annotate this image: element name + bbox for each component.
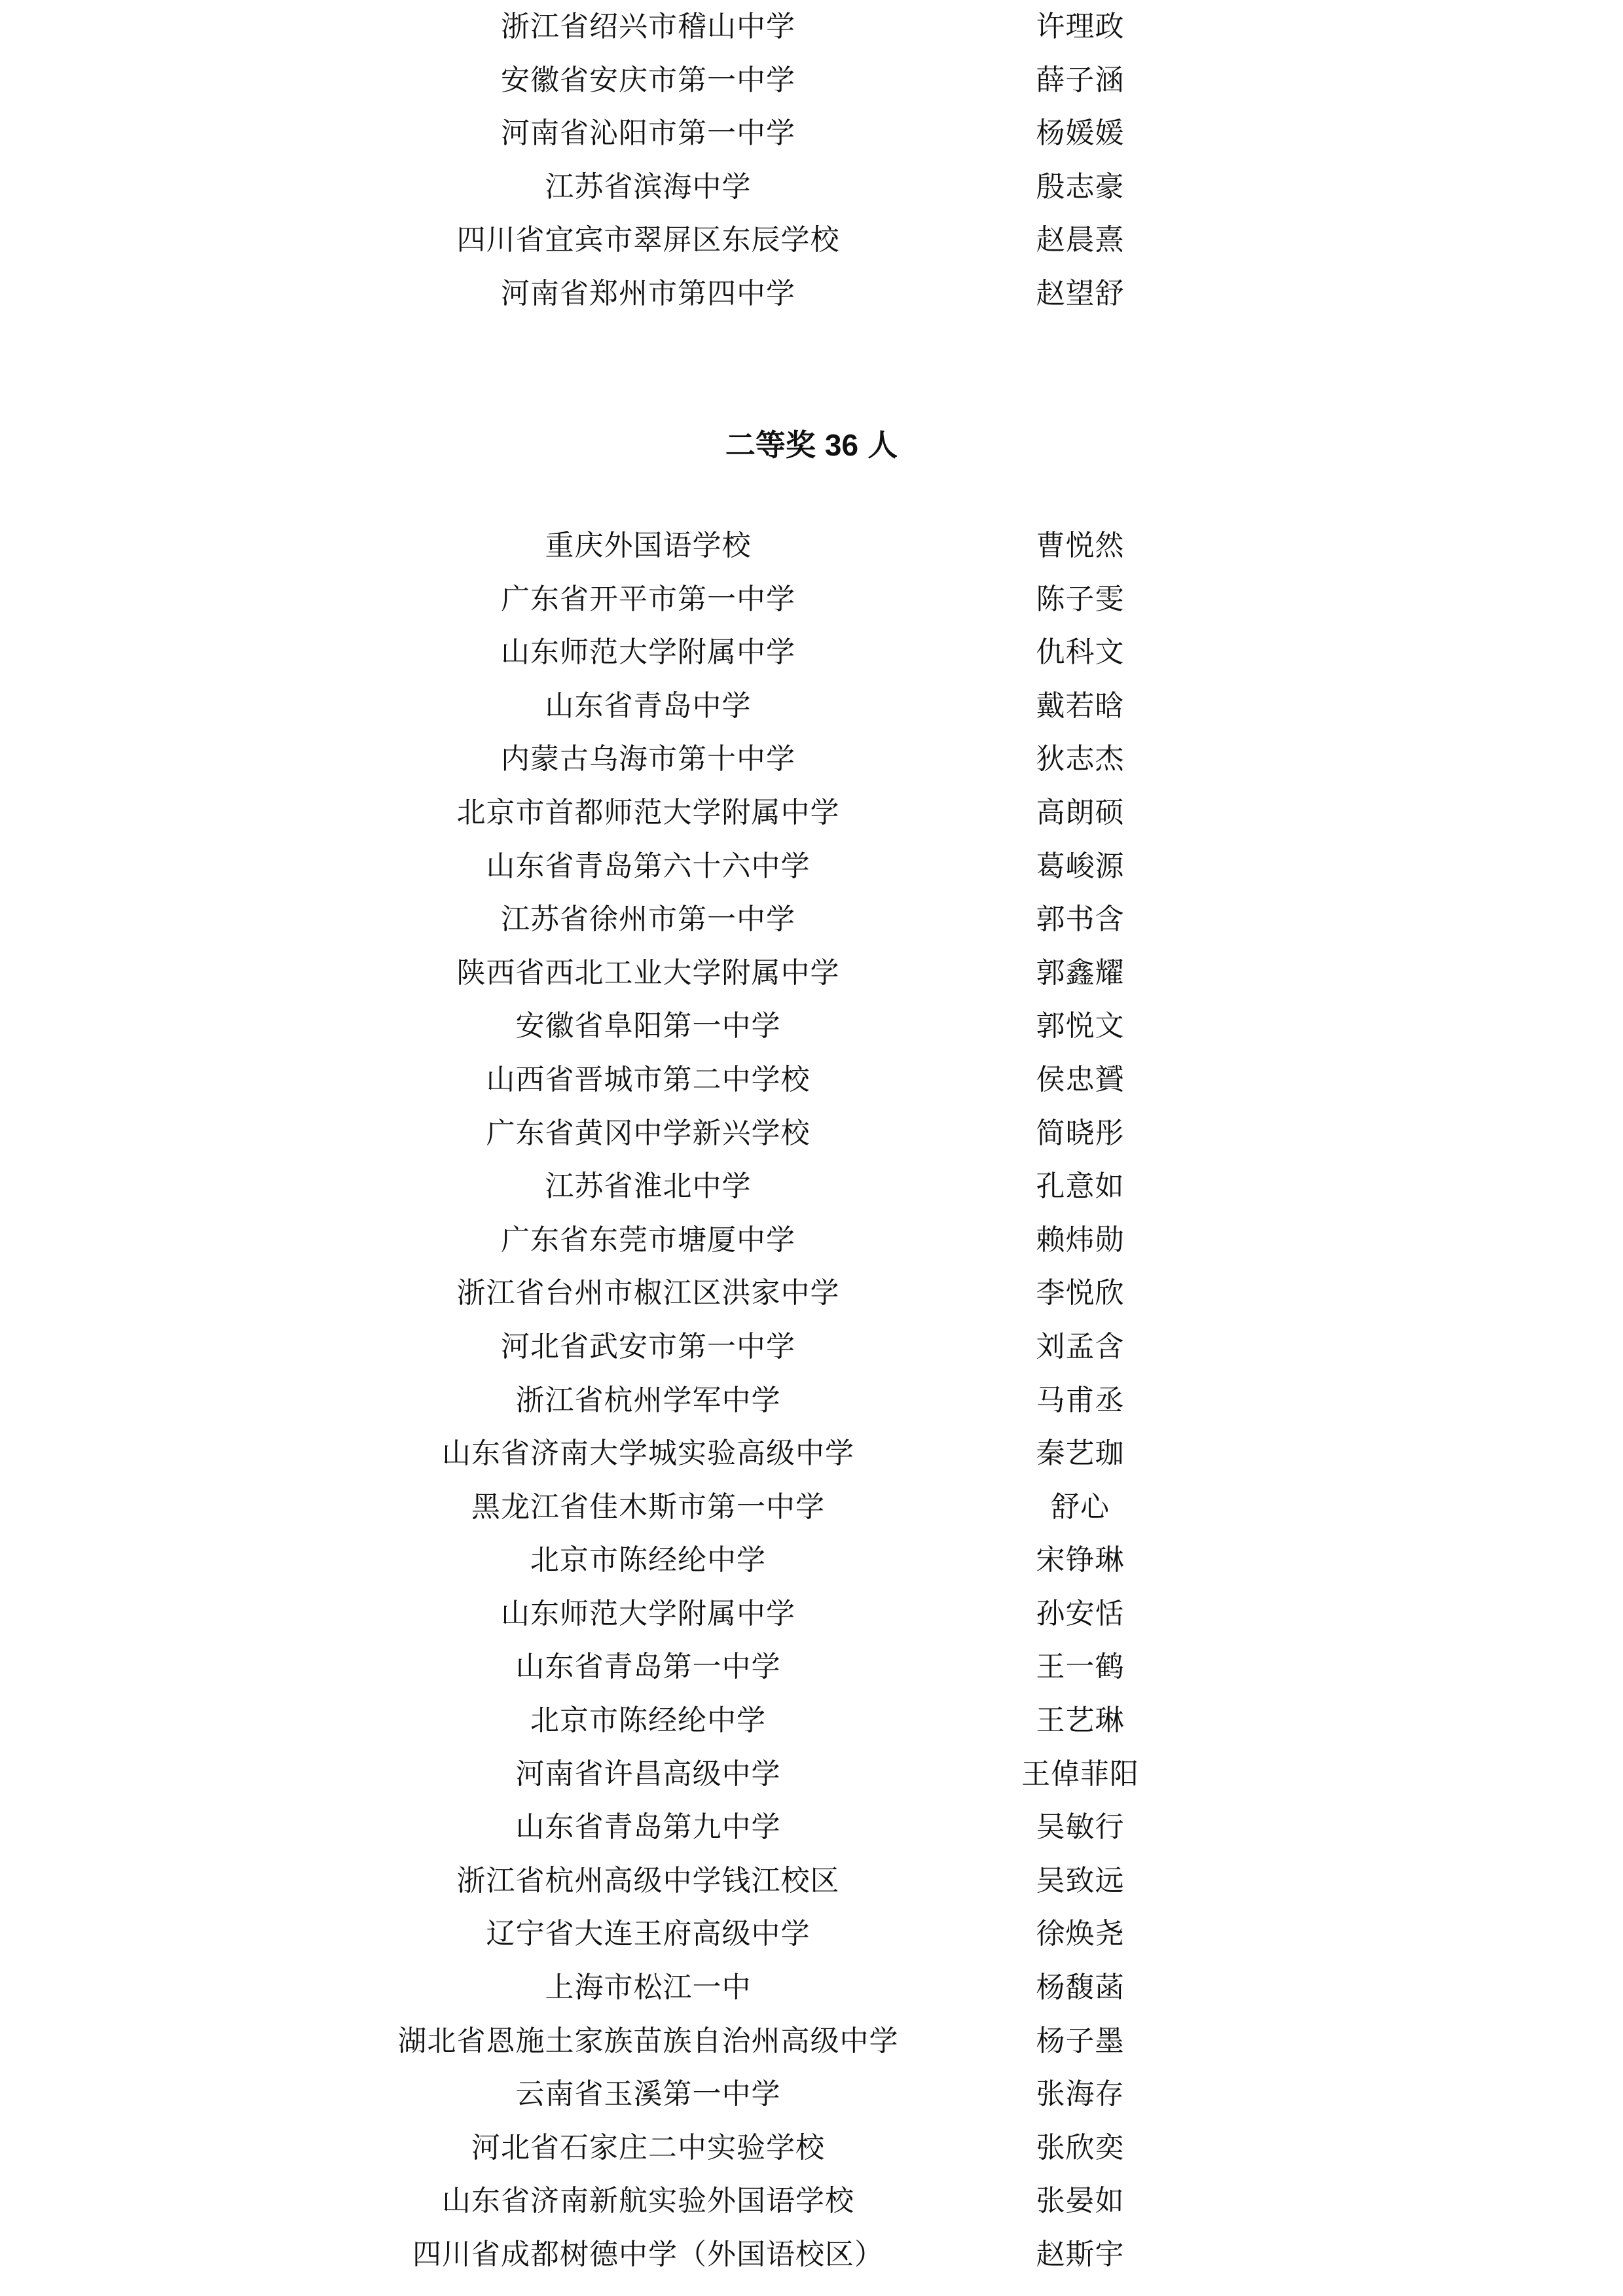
school-name: 河南省郑州市第四中学 xyxy=(501,276,795,310)
school-name: 山东师范大学附属中学 xyxy=(501,636,795,670)
award-row xyxy=(0,1266,1623,1320)
award-row xyxy=(0,54,1623,107)
award-row xyxy=(0,1160,1623,1213)
school-name: 江苏省徐州市第一中学 xyxy=(501,903,795,937)
student-name: 郭书含 xyxy=(1036,903,1125,937)
award-row xyxy=(0,2121,1623,2175)
award-row xyxy=(0,1961,1623,2015)
school-name: 山东省青岛中学 xyxy=(545,689,752,723)
school-name: 浙江省台州市椒江区洪家中学 xyxy=(456,1276,840,1310)
student-name: 孔意如 xyxy=(1036,1170,1125,1204)
student-name: 吴致远 xyxy=(1036,1863,1125,1897)
award-row xyxy=(0,160,1623,214)
student-name: 狄志杰 xyxy=(1036,742,1125,776)
school-name: 安徽省安庆市第一中学 xyxy=(501,63,795,97)
award-row xyxy=(0,1587,1623,1641)
school-name: 河南省沁阳市第一中学 xyxy=(501,117,795,151)
school-name: 浙江省杭州高级中学钱江校区 xyxy=(456,1863,840,1897)
student-name: 孙安恬 xyxy=(1036,1596,1125,1630)
student-name: 赵晨熹 xyxy=(1036,223,1125,257)
student-name: 殷志豪 xyxy=(1036,170,1125,204)
student-name: 吴敏行 xyxy=(1036,1810,1125,1844)
award-row xyxy=(0,893,1623,946)
award-row xyxy=(0,1053,1623,1107)
school-name: 黑龙江省佳木斯市第一中学 xyxy=(471,1490,825,1524)
student-name: 李悦欣 xyxy=(1036,1276,1125,1310)
heading-prefix: 二等奖 xyxy=(725,427,816,463)
student-name: 徐焕尧 xyxy=(1036,1917,1125,1951)
award-row xyxy=(0,519,1623,573)
award-row xyxy=(0,0,1623,54)
school-name: 山东省青岛第九中学 xyxy=(515,1810,781,1844)
school-name: 江苏省滨海中学 xyxy=(545,170,752,204)
second-prize-list xyxy=(0,519,1623,2282)
student-name: 张晏如 xyxy=(1036,2184,1125,2218)
award-row xyxy=(0,1374,1623,1427)
student-name: 陈子雯 xyxy=(1036,582,1125,616)
award-row xyxy=(0,2228,1623,2282)
school-name: 山东省青岛第六十六中学 xyxy=(486,849,811,883)
award-row xyxy=(0,1748,1623,1801)
school-name: 河北省武安市第一中学 xyxy=(501,1329,795,1363)
school-name: 北京市陈经纶中学 xyxy=(530,1543,766,1577)
student-name: 仇科文 xyxy=(1036,636,1125,670)
school-name: 浙江省杭州学军中学 xyxy=(515,1383,781,1417)
award-row xyxy=(0,1534,1623,1587)
school-name: 广东省开平市第一中学 xyxy=(501,582,795,616)
student-name: 戴若晗 xyxy=(1036,689,1125,723)
school-name: 河北省石家庄二中实验学校 xyxy=(471,2130,825,2164)
student-name: 简晓彤 xyxy=(1036,1116,1125,1150)
award-row xyxy=(0,626,1623,679)
award-row xyxy=(0,1801,1623,1854)
award-row xyxy=(0,1107,1623,1160)
school-name: 四川省成都树德中学（外国语校区） xyxy=(412,2238,884,2271)
award-row xyxy=(0,1427,1623,1480)
award-row xyxy=(0,946,1623,1000)
heading-count: 36 xyxy=(824,428,859,462)
school-name: 浙江省绍兴市稽山中学 xyxy=(501,10,795,43)
award-row xyxy=(0,786,1623,840)
student-name: 王艺琳 xyxy=(1036,1704,1125,1738)
student-name: 薛子涵 xyxy=(1036,63,1125,97)
student-name: 王倬菲阳 xyxy=(1021,1757,1139,1791)
award-row xyxy=(0,2174,1623,2228)
heading-suffix: 人 xyxy=(867,427,898,463)
student-name: 秦艺珈 xyxy=(1036,1437,1125,1471)
award-row xyxy=(0,1854,1623,1908)
second-prize-heading xyxy=(0,419,1623,471)
school-name: 江苏省淮北中学 xyxy=(545,1170,752,1204)
school-name: 辽宁省大连王府高级中学 xyxy=(486,1917,811,1951)
award-row xyxy=(0,573,1623,626)
award-row xyxy=(0,840,1623,893)
student-name: 侯忠贇 xyxy=(1036,1062,1125,1096)
student-name: 王一鹤 xyxy=(1036,1650,1125,1684)
school-name: 山东省济南新航实验外国语学校 xyxy=(442,2184,854,2218)
school-name: 内蒙古乌海市第十中学 xyxy=(501,742,795,776)
school-name: 四川省宜宾市翠屏区东辰学校 xyxy=(456,223,840,257)
school-name: 山东省青岛第一中学 xyxy=(515,1650,781,1684)
school-name: 重庆外国语学校 xyxy=(545,529,752,562)
student-name: 赵斯宇 xyxy=(1036,2238,1125,2271)
award-row xyxy=(0,999,1623,1053)
school-name: 上海市松江一中 xyxy=(545,1971,752,2005)
award-row xyxy=(0,1640,1623,1694)
student-name: 葛峻源 xyxy=(1036,849,1125,883)
award-row xyxy=(0,213,1623,267)
student-name: 舒心 xyxy=(1051,1490,1110,1524)
student-name: 杨馥菡 xyxy=(1036,1971,1125,2005)
school-name: 湖北省恩施土家族苗族自治州高级中学 xyxy=(397,2024,899,2058)
student-name: 许理政 xyxy=(1036,10,1125,43)
student-name: 杨子墨 xyxy=(1036,2024,1125,2058)
award-row xyxy=(0,1694,1623,1748)
student-name: 宋铮琳 xyxy=(1036,1543,1125,1577)
student-name: 杨媛媛 xyxy=(1036,117,1125,151)
student-name: 马甫丞 xyxy=(1036,1383,1125,1417)
top-award-list xyxy=(0,0,1623,321)
student-name: 郭鑫耀 xyxy=(1036,956,1125,990)
student-name: 刘孟含 xyxy=(1036,1329,1125,1363)
school-name: 广东省东莞市塘厦中学 xyxy=(501,1223,795,1257)
award-row xyxy=(0,2068,1623,2121)
school-name: 北京市首都师范大学附属中学 xyxy=(456,795,840,829)
award-row xyxy=(0,732,1623,786)
school-name: 山西省晋城市第二中学校 xyxy=(486,1062,811,1096)
school-name: 山东省济南大学城实验高级中学 xyxy=(442,1437,854,1471)
student-name: 张欣奕 xyxy=(1036,2130,1125,2164)
school-name: 山东师范大学附属中学 xyxy=(501,1596,795,1630)
student-name: 郭悦文 xyxy=(1036,1009,1125,1043)
student-name: 张海存 xyxy=(1036,2077,1125,2111)
award-row xyxy=(0,1480,1623,1534)
student-name: 赖炜勋 xyxy=(1036,1223,1125,1257)
award-row xyxy=(0,2015,1623,2068)
award-row xyxy=(0,267,1623,321)
award-row xyxy=(0,1907,1623,1961)
award-row xyxy=(0,107,1623,160)
school-name: 陕西省西北工业大学附属中学 xyxy=(456,956,840,990)
student-name: 曹悦然 xyxy=(1036,529,1125,562)
award-row xyxy=(0,679,1623,733)
school-name: 云南省玉溪第一中学 xyxy=(515,2077,781,2111)
award-row xyxy=(0,1213,1623,1267)
student-name: 高朗硕 xyxy=(1036,795,1125,829)
school-name: 北京市陈经纶中学 xyxy=(530,1704,766,1738)
award-row xyxy=(0,1320,1623,1374)
school-name: 河南省许昌高级中学 xyxy=(515,1757,781,1791)
school-name: 安徽省阜阳第一中学 xyxy=(515,1009,781,1043)
school-name: 广东省黄冈中学新兴学校 xyxy=(486,1116,811,1150)
student-name: 赵望舒 xyxy=(1036,276,1125,310)
